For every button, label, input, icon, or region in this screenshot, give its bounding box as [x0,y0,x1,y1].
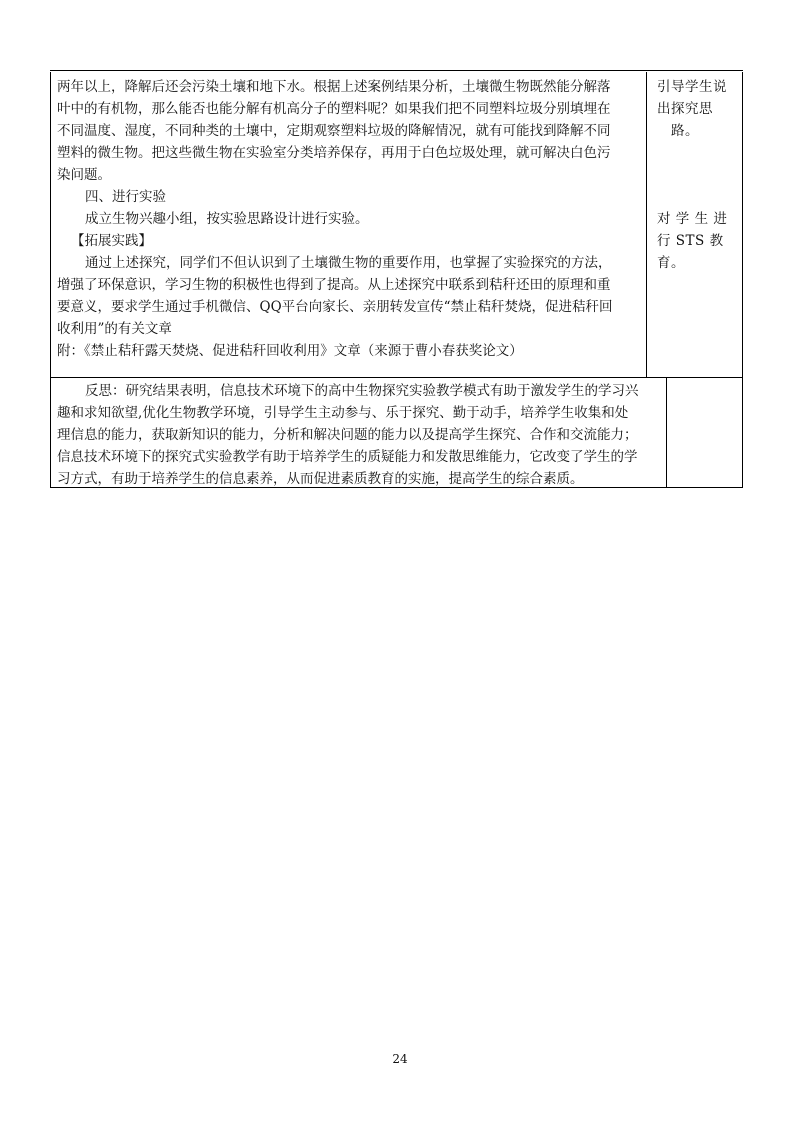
practice-line: 要意义，要求学生通过手机微信、QQ平台向家长、亲朋转发宣传“禁止秸秆焚烧，促进秸秆回 [57,299,613,315]
side-note-line: 行 STS 教 [657,233,724,249]
side-spacer [657,142,736,208]
side-note-line: 出探究思 [657,101,713,117]
side-note-line: 引导学生说 [657,79,727,95]
reflection-line: 习方式，有助于培养学生的信息素养，从而促进素质教育的实施，提高学生的综合素质。 [57,471,584,487]
content-line: 叶中的有机物，那么能否也能分解有机高分子的塑料呢？如果我们把不同塑料垃圾分别填埋在 [57,101,611,117]
content-line: 染问题。 [57,167,111,183]
page-number: 24 [392,1052,408,1066]
content-line: 两年以上，降解后还会污染土壤和地下水。根据上述案例结果分析，土壤微生物既然能分解落 [57,79,611,95]
reflection-cell [50,378,667,488]
content-line: 不同温度、湿度，不同种类的土壤中，定期观察塑料垃圾的降解情况，就有可能找到降解不同 [57,123,611,139]
section-heading: 四、进行实验 [85,189,166,205]
side-note-line: 对 学 生 进 [657,211,728,227]
reflection-line: 反思：研究结果表明，信息技术环境下的高中生物探究实验教学模式有助于激发学生的学习兴 [85,383,639,399]
reflection-line: 理信息的能力，获取新知识的能力，分析和解决问题的能力以及提高学生探究、合作和交流能力； [57,427,638,443]
practice-line: 增强了环保意识，学习生物的积极性也得到了提高。从上述探究中联系到秸秆还田的原理和重 [57,277,611,293]
appendix-line: 附：《禁止秸秆露天焚烧、促进秸秆回收利用》文章（来源于曹小春获奖论文） [57,343,523,359]
top-rule [50,70,743,71]
lesson-table-upper [50,72,743,378]
teacher-notes-cell [647,72,743,378]
side-note-line: 育。 [657,255,685,271]
practice-line: 通过上述探究，同学们不但认识到了土壤微生物的重要作用，也掌握了实验探究的方法， [85,255,612,271]
practice-heading: 【拓展实践】 [71,233,152,249]
reflection-line: 趣和求知欲望,优化生物教学环境，引导学生主动参与、乐于探究、勤于动手，培养学生收集和处 [57,405,629,421]
section-text: 成立生物兴趣小组，按实验思路设计进行实验。 [85,211,369,227]
reflection-line: 信息技术环境下的探究式实验教学有助于培养学生的质疑能力和发散思维能力，它改变了学生的学 [57,449,638,465]
reflection-side-cell [667,378,743,488]
content-line: 塑料的微生物。把这些微生物在实验室分类培养保存，再用于白色垃圾处理，就可解决白色污 [57,145,611,161]
side-note-line: 路。 [671,123,699,139]
practice-line: 收利用”的有关文章 [57,321,172,337]
lesson-content-cell [50,72,647,378]
lesson-table-lower [50,378,743,488]
